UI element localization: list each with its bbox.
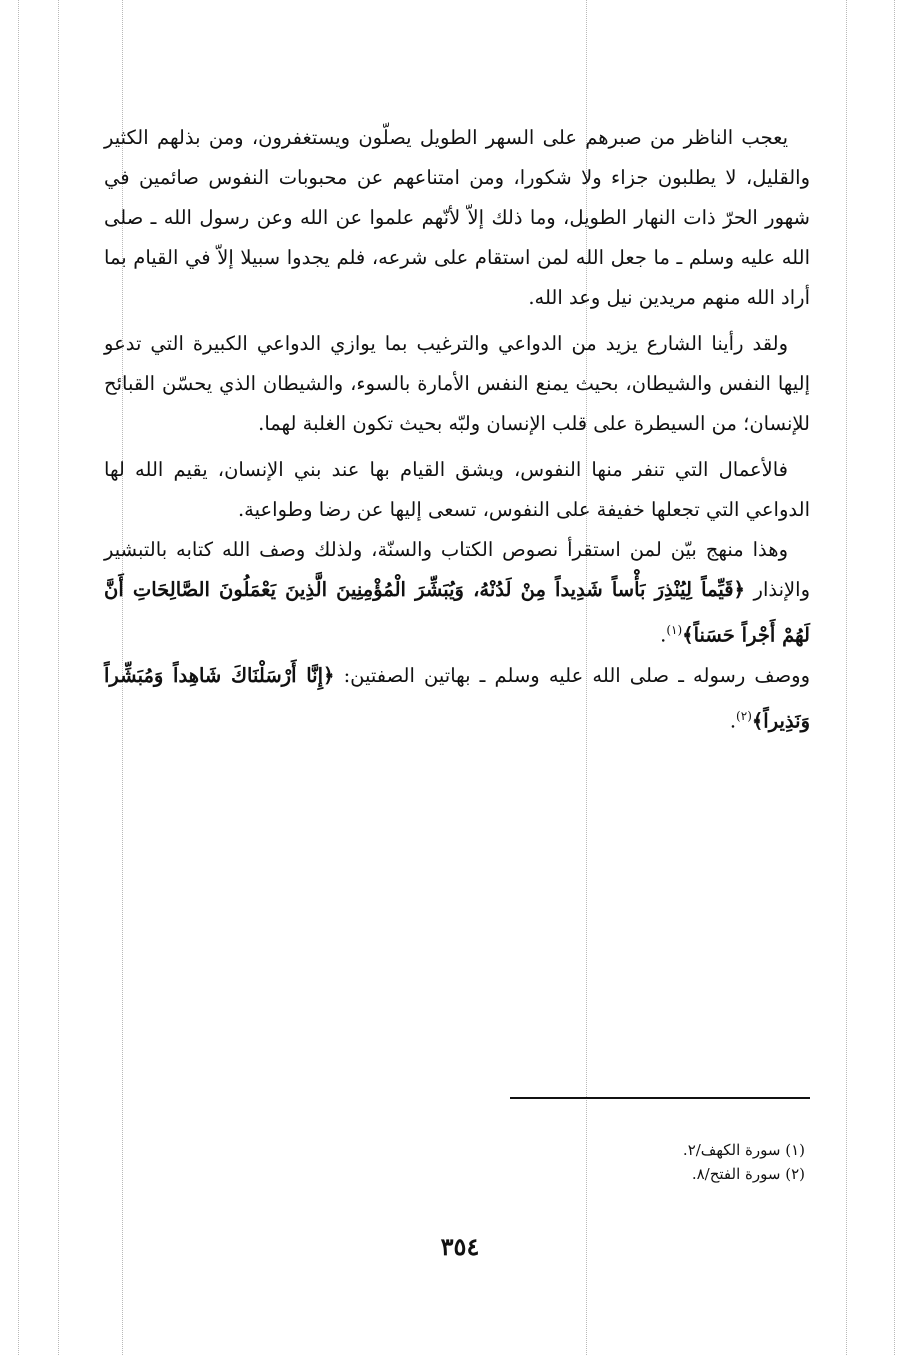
scan-artifact-line [846,0,847,1355]
footnote-divider [510,1097,810,1099]
paragraph-text: . [660,623,667,647]
scan-artifact-line [58,0,59,1355]
quran-verse: ﴿قَيِّماً لِيُنْذِرَ بَأْساً شَدِيداً مِنْ لَدُنْهُ، وَيُبَشِّرَ الْمُؤْمِنِينَ الَّذِينَ يَعْمَلُونَ الصَّالِحَاتِ أَنَّ لَهُمْ أَجْراً حَسَناً﴾ [104,578,810,647]
paragraph-with-verse [104,530,810,656]
scan-artifact-line [18,0,19,1355]
paragraph-text: وهذا منهج بيّن لمن استقرأ نصوص الكتاب والسنّة، ولذلك وصف الله كتابه بالتبشير والإنذار [104,538,810,601]
footnote-reference: (٢) [736,708,752,723]
scan-artifact-line [894,0,895,1355]
body-text [104,118,810,741]
paragraph-text: ووصف رسوله ـ صلى الله عليه وسلم ـ بهاتين الصفتين: [334,663,810,687]
footnote: (١) سورة الكهف/٢. [682,1141,805,1159]
quran-verse: ﴿إِنَّا أَرْسَلْنَاكَ شَاهِداً وَمُبَشِّراً وَنَذِيراً﴾ [104,663,810,732]
footnote: (٢) سورة الفتح/٨. [691,1165,805,1183]
footnote-reference: (١) [666,623,683,637]
paragraph: فالأعمال التي تنفر منها النفوس، ويشق القيام بها عند بني الإنسان، يقيم الله لها الدواعي التي تجعلها خفيفة على النفوس، تسعى إليها عن رضا وطواعية. [104,458,810,521]
paragraph: يعجب الناظر من صبرهم على السهر الطويل يصلّون ويستغفرون، ومن بذلهم الكثير والقليل، لا يطلبون جزاء ولا شكورا، ومن امتناعهم عن محبوبات النفوس صائمين في شهور الحرّ ذات النهار الطويل، وما ذلك إلاّ لأنّهم علموا عن الله وعن رسول الله ـ صلى الله عليه وسلم ـ ما جعل الله لمن استقام على شرعه، فلم يجدوا سبيلا إلاّ في القيام بما أراد الله منهم مريدين نيل وعد الله. [104,126,810,309]
page-number: ٣٥٤ [440,1232,480,1261]
paragraph-with-verse [104,656,810,742]
footnotes [500,1138,805,1186]
paragraph-text: . [729,709,737,732]
paragraph: ولقد رأينا الشارع يزيد من الدواعي والترغيب بما يوازي الدواعي الكبيرة التي تدعو إليها النفس والشيطان، بحيث يمنع النفس الأمارة بالسوء، والشيطان الذي يحسّن القبائح للإنسان؛ من السيطرة على قلب الإنسان ولبّه بحيث تكون الغلبة لهما. [104,332,810,435]
